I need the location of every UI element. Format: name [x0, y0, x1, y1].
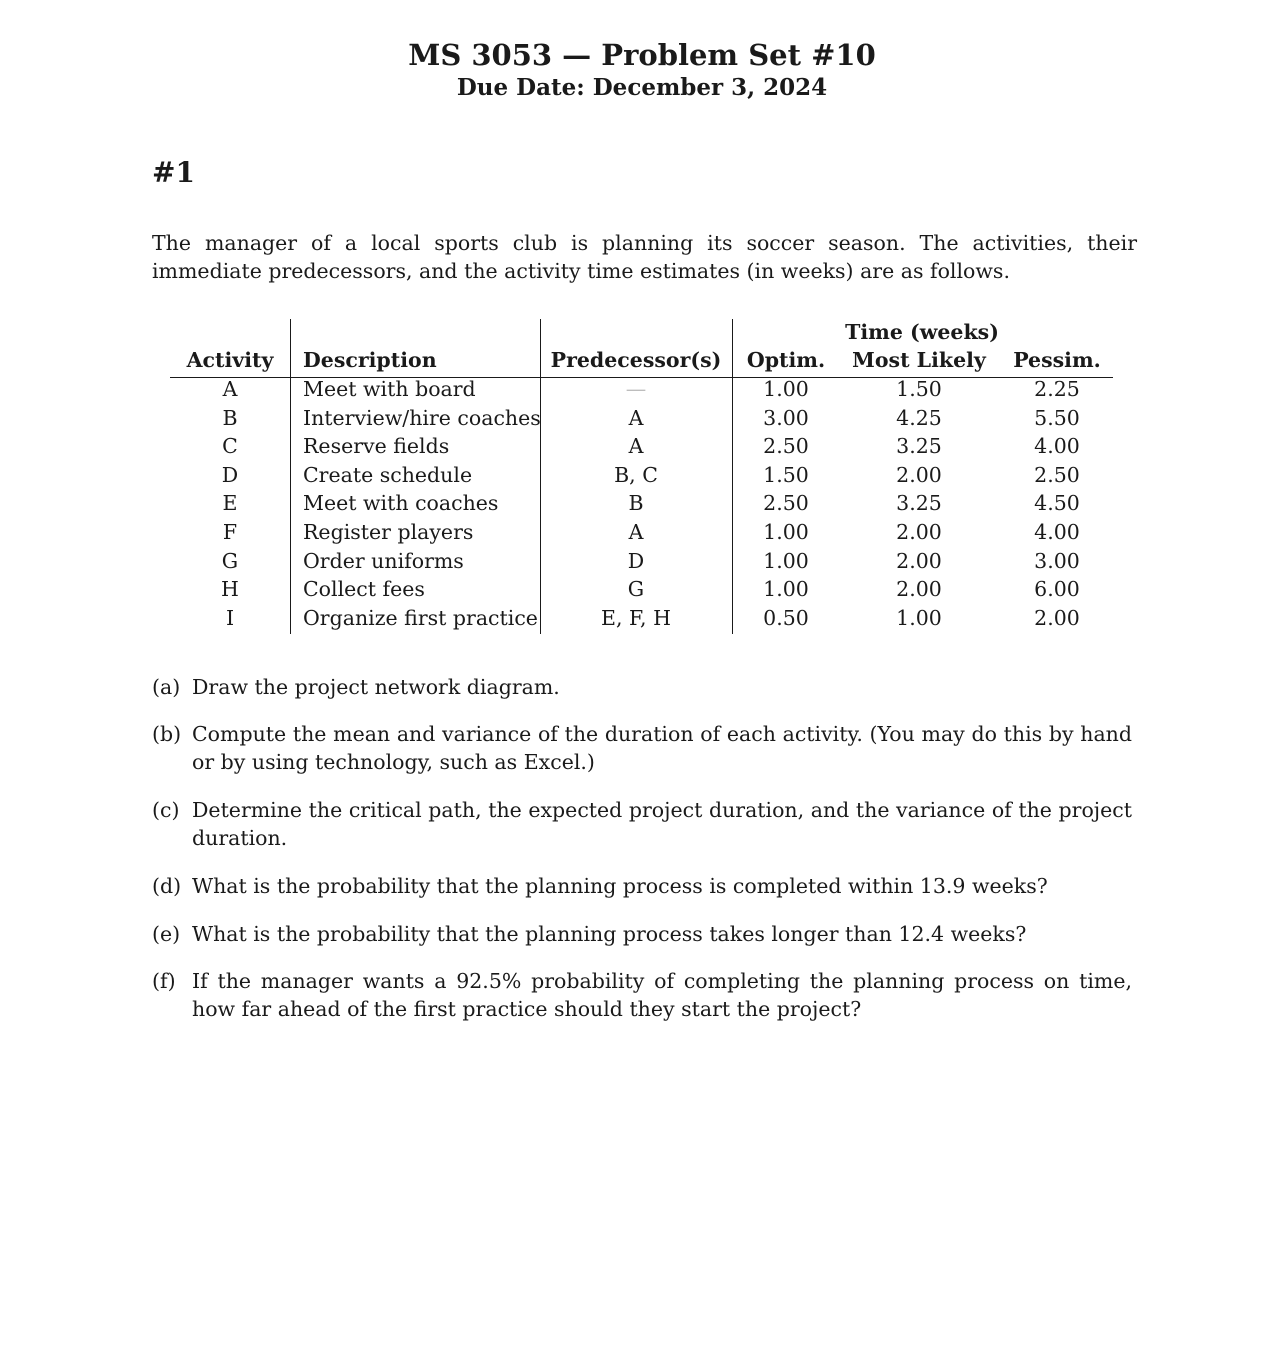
table-cell: 2.25 — [1034, 377, 1080, 401]
table-rule — [290, 319, 291, 634]
column-header: Activity — [186, 348, 274, 372]
table-cell: B, C — [614, 462, 658, 487]
group-header: Time (weeks) — [845, 320, 999, 344]
table-cell: Interview/hire coaches — [303, 405, 541, 430]
question-text: What is the probability that the planning process takes longer than 12.4 weeks? — [192, 922, 1027, 946]
column-header: Predecessor(s) — [550, 348, 722, 372]
column-header: Most Likely — [852, 348, 986, 372]
table-cell: G — [221, 548, 239, 573]
problem-number: #1 — [152, 156, 195, 189]
table-cell: 2.50 — [763, 491, 809, 516]
question-label: (f) — [152, 969, 176, 993]
table-cell: 3.25 — [896, 434, 942, 459]
table-cell: G — [627, 577, 645, 602]
table-cell: Meet with coaches — [303, 491, 499, 516]
table-rule — [732, 319, 733, 634]
table-rule — [540, 319, 541, 634]
table-cell: 2.50 — [1034, 462, 1080, 487]
table-cell: 1.00 — [896, 605, 942, 630]
table-cell: 6.00 — [1034, 577, 1080, 602]
table-cell: Meet with board — [303, 377, 476, 401]
table-cell: 2.00 — [896, 548, 942, 573]
table-cell: 1.00 — [763, 577, 809, 602]
table-cell: A — [628, 405, 644, 430]
table-cell: 2.00 — [1034, 605, 1080, 630]
table-cell: I — [225, 605, 235, 630]
table-cell: Reserve fields — [303, 434, 450, 459]
table-cell: B — [628, 491, 644, 516]
table-cell: C — [222, 434, 238, 459]
table-cell: 4.00 — [1034, 520, 1080, 544]
table-cell: 1.50 — [896, 377, 942, 401]
column-header: Optim. — [746, 348, 826, 372]
table-cell: Create schedule — [303, 462, 473, 487]
due-date: Due Date: December 3, 2024 — [456, 74, 828, 101]
table-cell: 1.00 — [763, 548, 809, 573]
table-cell: Order uniforms — [303, 548, 464, 573]
question-label: (b) — [152, 722, 182, 746]
table-cell: 2.00 — [896, 462, 942, 487]
table-cell: 3.25 — [896, 491, 942, 516]
question-label: (e) — [152, 922, 181, 946]
question-text: If the manager wants a 92.5% probability of completing the planning process on time, how far ahead of the first practice should they start the project? — [192, 969, 1132, 1021]
column-header: Pessim. — [1013, 348, 1101, 372]
question-text: Draw the project network diagram. — [192, 675, 560, 699]
table-cell: B — [222, 405, 238, 430]
table-cell: 2.00 — [896, 520, 942, 544]
table-cell: F — [222, 520, 238, 544]
table-cell: Register players — [303, 520, 474, 544]
title-line: MS 3053 — Problem Set #10 — [408, 38, 876, 72]
table-cell: Collect fees — [303, 577, 425, 602]
table-cell: 1.50 — [763, 462, 809, 487]
table-cell: H — [221, 577, 239, 602]
table-cell: D — [627, 548, 645, 573]
table-cell: 4.25 — [896, 405, 942, 430]
question-text: Determine the critical path, the expected project duration, and the variance of the project duration. — [192, 798, 1132, 850]
question-label: (a) — [152, 675, 181, 699]
table-cell: 1.00 — [763, 520, 809, 544]
table-cell: — — [625, 377, 647, 401]
question-label: (c) — [152, 798, 180, 822]
table-cell: 0.50 — [763, 605, 809, 630]
table-cell: 4.50 — [1034, 491, 1080, 516]
table-cell: 2.50 — [763, 434, 809, 459]
table-cell: 5.50 — [1034, 405, 1080, 430]
table-cell: Organize first practice — [303, 605, 538, 630]
table-cell: E, F, H — [601, 605, 671, 630]
table-cell: A — [628, 520, 644, 544]
table-cell: 3.00 — [763, 405, 809, 430]
table-cell: 1.00 — [763, 377, 809, 401]
table-cell: E — [222, 491, 238, 516]
table-cell: A — [628, 434, 644, 459]
table-cell: 3.00 — [1034, 548, 1080, 573]
column-header: Description — [303, 348, 437, 372]
problem-intro: The manager of a local sports club is planning its soccer season. The activities, their immediate predecessors, and the activity time estimates (in weeks) are as follows. — [152, 231, 1137, 283]
table-cell: D — [221, 462, 239, 487]
table-cell: A — [222, 377, 238, 401]
table-cell: 4.00 — [1034, 434, 1080, 459]
question-text: What is the probability that the planning process is completed within 13.9 weeks? — [192, 874, 1048, 898]
question-label: (d) — [152, 874, 182, 898]
question-text: Compute the mean and variance of the duration of each activity. (You may do this by hand or by using technology, such as Excel.) — [192, 722, 1132, 774]
table-cell: 2.00 — [896, 577, 942, 602]
